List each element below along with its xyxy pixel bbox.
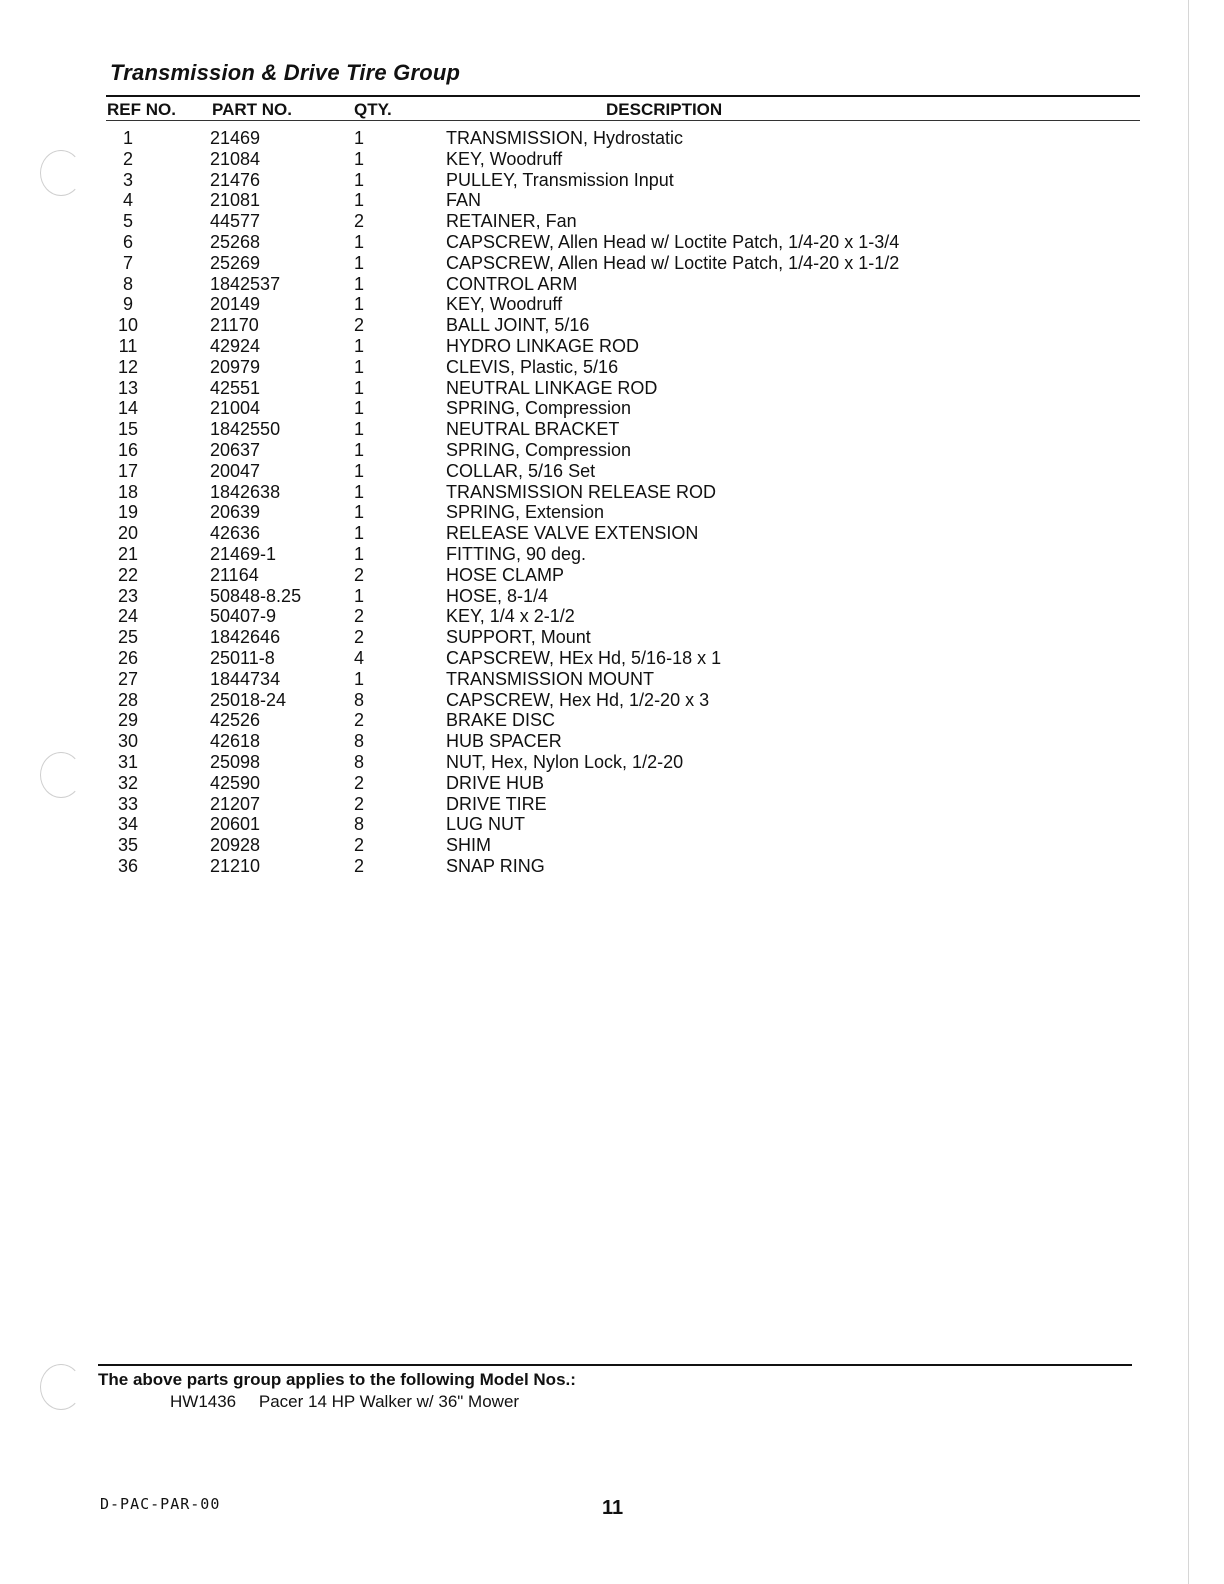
- table-row: [0, 690, 1224, 711]
- qty-cell: 1: [354, 439, 365, 460]
- ref-no-cell: 26: [117, 647, 139, 668]
- footer-rule: [98, 1364, 1132, 1366]
- qty-cell: 2: [354, 772, 365, 793]
- ref-no-cell: 33: [117, 793, 139, 814]
- header-description: DESCRIPTION: [606, 100, 723, 119]
- description-cell: HOSE CLAMP: [446, 564, 565, 585]
- parts-table: [0, 128, 1224, 877]
- description-cell: HOSE, 8-1/4: [446, 585, 549, 606]
- ref-no-cell: 16: [117, 439, 139, 460]
- ref-no-cell: 12: [117, 356, 139, 377]
- qty-cell: 1: [354, 190, 365, 211]
- qty-cell: 2: [354, 793, 365, 814]
- table-row: [0, 523, 1224, 544]
- ref-no-cell: 24: [117, 606, 139, 627]
- ref-no-cell: 34: [117, 814, 139, 835]
- document-code: D-PAC-PAR-00: [100, 1495, 221, 1513]
- description-cell: KEY, Woodruff: [446, 294, 563, 315]
- description-cell: DRIVE HUB: [446, 772, 545, 793]
- part-no-cell: 42526: [210, 710, 261, 731]
- ref-no-cell: 36: [117, 855, 139, 876]
- table-row: [0, 669, 1224, 690]
- table-row: [0, 315, 1224, 336]
- table-row: [0, 502, 1224, 523]
- part-no-cell: 21476: [210, 169, 261, 190]
- qty-cell: 1: [354, 481, 365, 502]
- header-rule: [106, 120, 1140, 121]
- ref-no-cell: 28: [117, 689, 139, 710]
- description-cell: FAN: [446, 190, 482, 211]
- description-cell: CAPSCREW, Hex Hd, 1/2-20 x 3: [446, 689, 710, 710]
- table-row: [0, 440, 1224, 461]
- part-no-cell: 25269: [210, 252, 261, 273]
- part-no-cell: 21170: [210, 315, 259, 336]
- description-cell: RELEASE VALVE EXTENSION: [446, 523, 699, 544]
- table-row: [0, 211, 1224, 232]
- table-row: [0, 835, 1224, 856]
- table-row: [0, 773, 1224, 794]
- part-no-cell: 21469: [210, 128, 261, 148]
- ref-no-cell: 13: [117, 377, 139, 398]
- part-no-cell: 21210: [210, 855, 261, 876]
- ref-no-cell: 23: [117, 585, 139, 606]
- part-no-cell: 1842646: [210, 627, 281, 648]
- ref-no-cell: 29: [117, 710, 139, 731]
- ref-no-cell: 5: [122, 211, 133, 232]
- description-cell: SNAP RING: [446, 855, 545, 876]
- ref-no-cell: 35: [117, 835, 139, 856]
- part-no-cell: 21081: [210, 190, 261, 211]
- applies-label: The above parts group applies to the following Model Nos.:: [98, 1370, 576, 1389]
- description-cell: SPRING, Extension: [446, 502, 605, 523]
- part-no-cell: 20979: [210, 356, 261, 377]
- ref-no-cell: 19: [117, 502, 139, 523]
- part-no-cell: 1842550: [210, 419, 281, 440]
- part-no-cell: 42551: [210, 377, 261, 398]
- part-no-cell: 42618: [210, 731, 261, 752]
- qty-cell: 1: [354, 502, 365, 523]
- ref-no-cell: 3: [122, 169, 133, 190]
- qty-cell: 1: [354, 377, 365, 398]
- part-no-cell: 20149: [210, 294, 261, 315]
- part-no-cell: 20601: [210, 814, 261, 835]
- ref-no-cell: 20: [117, 523, 139, 544]
- ref-no-cell: 10: [117, 315, 139, 336]
- qty-cell: 1: [354, 252, 365, 273]
- ref-no-cell: 32: [117, 772, 139, 793]
- part-no-cell: 25268: [210, 231, 261, 252]
- description-cell: NEUTRAL BRACKET: [446, 419, 620, 440]
- table-row: [0, 232, 1224, 253]
- table-row: [0, 565, 1224, 586]
- qty-cell: 1: [354, 523, 365, 544]
- qty-cell: 1: [354, 585, 365, 606]
- description-cell: DRIVE TIRE: [446, 793, 547, 814]
- part-no-cell: 20928: [210, 835, 261, 856]
- description-cell: RETAINER, Fan: [446, 211, 577, 232]
- qty-cell: 1: [354, 128, 365, 148]
- header-ref-no: REF NO.: [107, 100, 176, 119]
- description-cell: TRANSMISSION MOUNT: [446, 668, 655, 689]
- title-rule: [106, 95, 1140, 97]
- table-row: [0, 794, 1224, 815]
- qty-cell: 8: [354, 751, 365, 772]
- ref-no-cell: 30: [117, 731, 139, 752]
- description-cell: CAPSCREW, Allen Head w/ Loctite Patch, 1/4-20 x 1-3/4: [446, 231, 900, 252]
- table-row: [0, 731, 1224, 752]
- description-cell: NUT, Hex, Nylon Lock, 1/2-20: [446, 751, 684, 772]
- description-cell: HUB SPACER: [446, 731, 562, 752]
- qty-cell: 2: [354, 627, 365, 648]
- part-no-cell: 1842638: [210, 481, 281, 502]
- description-cell: NEUTRAL LINKAGE ROD: [446, 377, 658, 398]
- ref-no-cell: 27: [117, 668, 139, 689]
- header-part-no: PART NO.: [212, 100, 292, 119]
- qty-cell: 1: [354, 668, 365, 689]
- ref-no-cell: 8: [122, 273, 133, 294]
- qty-cell: 1: [354, 419, 365, 440]
- description-cell: CONTROL ARM: [446, 273, 578, 294]
- part-no-cell: 25018-24: [210, 689, 287, 710]
- ref-no-cell: 1: [122, 128, 133, 148]
- ref-no-cell: 11: [118, 335, 138, 356]
- table-row: [0, 419, 1224, 440]
- punch-hole: [40, 1364, 82, 1410]
- ref-no-cell: 31: [117, 751, 139, 772]
- qty-cell: 1: [354, 543, 365, 564]
- table-row: [0, 814, 1224, 835]
- table-row: [0, 648, 1224, 669]
- table-row: [0, 482, 1224, 503]
- table-row: [0, 398, 1224, 419]
- table-row: [0, 294, 1224, 315]
- part-no-cell: 42636: [210, 523, 261, 544]
- ref-no-cell: 6: [122, 231, 133, 252]
- model-description: Pacer 14 HP Walker w/ 36" Mower: [258, 1392, 520, 1411]
- part-no-cell: 1842537: [210, 273, 281, 294]
- ref-no-cell: 4: [122, 190, 133, 211]
- ref-no-cell: 9: [122, 294, 133, 315]
- table-row: [0, 357, 1224, 378]
- part-no-cell: 50848-8.25: [210, 585, 302, 606]
- description-cell: KEY, Woodruff: [446, 148, 563, 169]
- description-cell: KEY, 1/4 x 2-1/2: [446, 606, 575, 627]
- description-cell: TRANSMISSION, Hydrostatic: [446, 128, 684, 148]
- description-cell: SPRING, Compression: [446, 439, 632, 460]
- table-row: [0, 544, 1224, 565]
- table-row: [0, 627, 1224, 648]
- part-no-cell: 25098: [210, 751, 261, 772]
- part-no-cell: 21084: [210, 148, 261, 169]
- table-row: [0, 128, 1224, 149]
- description-cell: SHIM: [446, 835, 491, 856]
- page-title: Transmission & Drive Tire Group: [110, 60, 461, 85]
- qty-cell: 2: [354, 211, 365, 232]
- table-row: [0, 190, 1224, 211]
- ref-no-cell: 18: [117, 481, 139, 502]
- table-row: [0, 336, 1224, 357]
- qty-cell: 2: [354, 710, 365, 731]
- ref-no-cell: 22: [117, 564, 139, 585]
- part-no-cell: 50407-9: [210, 606, 277, 627]
- part-no-cell: 20639: [210, 502, 261, 523]
- part-no-cell: 21469-1: [210, 543, 277, 564]
- table-row: [0, 586, 1224, 607]
- part-no-cell: 21207: [210, 793, 261, 814]
- ref-no-cell: 2: [122, 148, 133, 169]
- model-line: [170, 1392, 519, 1412]
- part-no-cell: 21164: [210, 564, 259, 585]
- qty-cell: 8: [354, 731, 365, 752]
- table-row: [0, 253, 1224, 274]
- model-number: HW1436: [170, 1392, 237, 1411]
- qty-cell: 1: [354, 335, 365, 356]
- header-qty: QTY.: [354, 100, 392, 119]
- page-number: 11: [602, 1497, 624, 1519]
- description-cell: BRAKE DISC: [446, 710, 556, 731]
- description-cell: PULLEY, Transmission Input: [446, 169, 674, 190]
- qty-cell: 8: [354, 814, 365, 835]
- table-row: [0, 274, 1224, 295]
- qty-cell: 8: [354, 689, 365, 710]
- table-row: [0, 378, 1224, 399]
- qty-cell: 2: [354, 606, 365, 627]
- table-row: [0, 606, 1224, 627]
- qty-cell: 1: [354, 294, 365, 315]
- table-row: [0, 461, 1224, 482]
- ref-no-cell: 17: [117, 460, 139, 481]
- table-row: [0, 149, 1224, 170]
- part-no-cell: 20637: [210, 439, 261, 460]
- description-cell: SPRING, Compression: [446, 398, 632, 419]
- description-cell: CAPSCREW, HEx Hd, 5/16-18 x 1: [446, 647, 722, 668]
- description-cell: SUPPORT, Mount: [446, 627, 591, 648]
- qty-cell: 1: [354, 231, 365, 252]
- part-no-cell: 42590: [210, 772, 261, 793]
- qty-cell: 2: [354, 564, 365, 585]
- qty-cell: 1: [354, 398, 365, 419]
- part-no-cell: 44577: [210, 211, 261, 232]
- part-no-cell: 1844734: [210, 668, 281, 689]
- ref-no-cell: 15: [117, 419, 139, 440]
- qty-cell: 1: [354, 273, 365, 294]
- table-row: [0, 856, 1224, 877]
- description-cell: FITTING, 90 deg.: [446, 543, 587, 564]
- description-cell: COLLAR, 5/16 Set: [446, 460, 596, 481]
- part-no-cell: 20047: [210, 460, 261, 481]
- qty-cell: 1: [354, 169, 365, 190]
- description-cell: CLEVIS, Plastic, 5/16: [446, 356, 619, 377]
- description-cell: TRANSMISSION RELEASE ROD: [446, 481, 717, 502]
- qty-cell: 1: [354, 356, 365, 377]
- ref-no-cell: 25: [117, 627, 139, 648]
- description-cell: HYDRO LINKAGE ROD: [446, 335, 640, 356]
- part-no-cell: 42924: [210, 335, 261, 356]
- ref-no-cell: 21: [117, 543, 139, 564]
- description-cell: CAPSCREW, Allen Head w/ Loctite Patch, 1/4-20 x 1-1/2: [446, 252, 900, 273]
- qty-cell: 2: [354, 315, 365, 336]
- description-cell: BALL JOINT, 5/16: [446, 315, 590, 336]
- qty-cell: 2: [354, 855, 365, 876]
- table-row: [0, 170, 1224, 191]
- table-row: [0, 752, 1224, 773]
- part-no-cell: 21004: [210, 398, 261, 419]
- qty-cell: 2: [354, 835, 365, 856]
- qty-cell: 4: [354, 647, 365, 668]
- description-cell: LUG NUT: [446, 814, 526, 835]
- part-no-cell: 25011-8: [210, 647, 275, 668]
- ref-no-cell: 14: [117, 398, 139, 419]
- table-row: [0, 710, 1224, 731]
- qty-cell: 1: [354, 460, 365, 481]
- qty-cell: 1: [354, 148, 365, 169]
- ref-no-cell: 7: [122, 252, 133, 273]
